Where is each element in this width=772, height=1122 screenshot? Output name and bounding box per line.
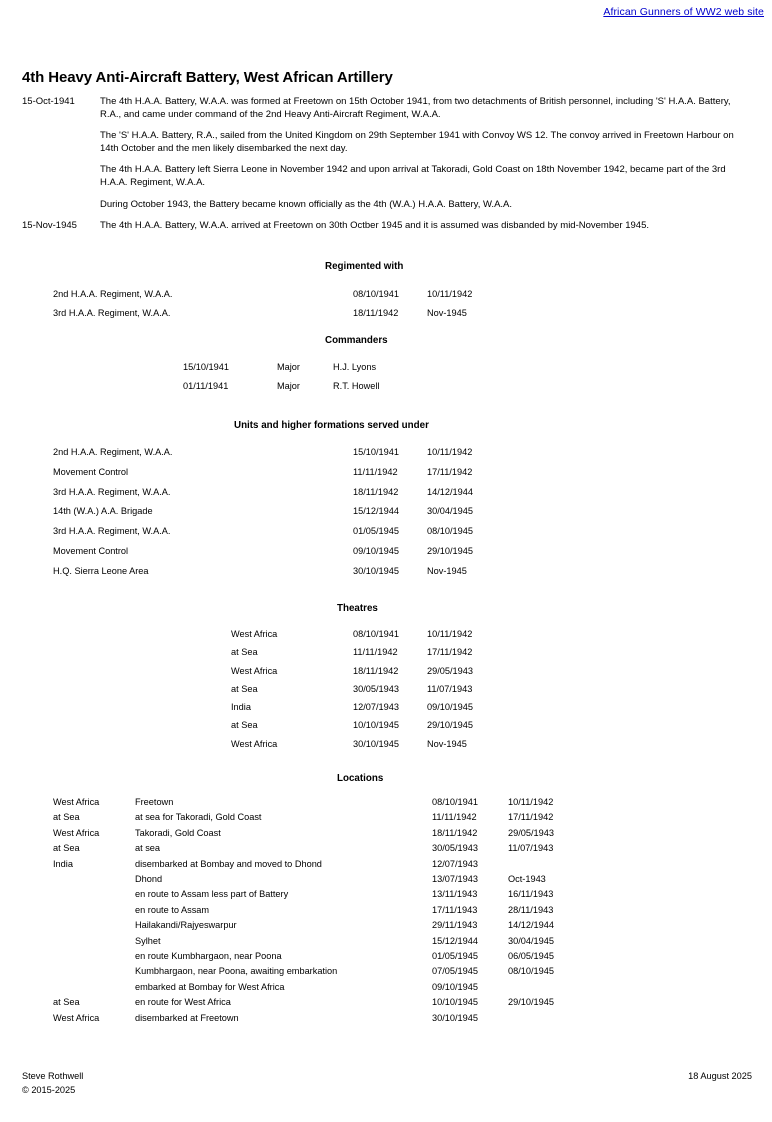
location-theatre: West Africa	[53, 797, 100, 807]
location-theatre	[53, 918, 135, 933]
section-heading-regimented: Regimented with	[325, 261, 404, 272]
commander-name: R.T. Howell	[333, 380, 380, 391]
date-to: 29/10/1945	[508, 997, 554, 1008]
date-to: Nov-1945	[427, 565, 467, 576]
location-place: en route Kumbhargaon, near Poona	[135, 951, 282, 962]
history-entry-date: 15-Oct-1941	[22, 96, 75, 107]
date-from: 18/11/1942	[353, 307, 399, 318]
unit-name: 3rd H.A.A. Regiment, W.A.A.	[53, 526, 171, 537]
date-from: 08/10/1941	[432, 797, 478, 807]
footer-left	[22, 1070, 83, 1097]
table-row	[53, 1011, 554, 1026]
date-to: 17/11/1942	[508, 812, 554, 823]
unit-name: Movement Control	[53, 545, 129, 556]
footer-copyright: © 2015-2025	[22, 1084, 76, 1095]
table-row	[231, 698, 473, 716]
date-to: 10/11/1942	[427, 629, 473, 639]
theatre-name: West Africa	[231, 665, 278, 676]
date-from: 30/05/1943	[353, 683, 399, 694]
date-from: 11/11/1942	[353, 647, 398, 658]
units-served-under-table	[53, 443, 473, 582]
date-from: 30/10/1945	[432, 1012, 478, 1023]
date-from: 13/07/1943	[432, 874, 478, 885]
date-from: 18/11/1942	[353, 486, 399, 497]
date-to: 10/11/1942	[427, 289, 473, 299]
table-row	[53, 903, 554, 918]
location-place: en route for West Africa	[135, 997, 231, 1008]
unit-name: H.Q. Sierra Leone Area	[53, 565, 149, 576]
date-from: 15/12/1944	[432, 935, 478, 946]
table-row	[53, 841, 554, 856]
date-to	[508, 1011, 554, 1026]
history-block	[22, 96, 752, 233]
date-from: 12/07/1943	[432, 858, 478, 869]
theatre-name: at Sea	[231, 720, 258, 731]
location-place: Freetown	[135, 797, 174, 807]
date-from: 08/10/1941	[353, 629, 399, 639]
date-from: 12/07/1943	[353, 702, 399, 713]
section-heading-commanders: Commanders	[325, 335, 388, 346]
commander-name: H.J. Lyons	[333, 362, 377, 372]
table-row	[53, 463, 473, 483]
date-from: 11/11/1942	[432, 812, 477, 823]
date-from: 18/11/1942	[353, 665, 399, 676]
table-row	[231, 680, 473, 698]
date-to: 10/11/1942	[508, 797, 554, 807]
history-entry	[22, 96, 752, 211]
location-place: at sea for Takoradi, Gold Coast	[135, 812, 262, 823]
date-to: 14/12/1944	[508, 920, 554, 931]
commander-rank: Major	[277, 362, 300, 372]
date-from: 15/10/1941	[353, 447, 399, 457]
date-to: 29/05/1943	[508, 827, 554, 838]
date-to: 28/11/1943	[508, 904, 554, 915]
location-theatre	[53, 949, 135, 964]
date-from: 10/10/1945	[353, 720, 399, 731]
date-to: 29/05/1943	[427, 665, 473, 676]
history-entry-body	[100, 220, 752, 233]
regiment-name: 2nd H.A.A. Regiment, W.A.A.	[53, 289, 173, 299]
date-to: 11/07/1943	[427, 683, 473, 694]
location-place: Hailakandi/Rajyeswarpur	[135, 920, 237, 931]
location-place: embarked at Bombay for West Africa	[135, 981, 285, 992]
date-to: Nov-1945	[427, 307, 467, 318]
footer-date: 18 August 2025	[688, 1071, 752, 1081]
table-row	[53, 872, 554, 887]
theatre-name: West Africa	[231, 738, 278, 749]
table-row	[53, 542, 473, 562]
location-place: en route to Assam less part of Battery	[135, 889, 289, 900]
table-row	[53, 285, 472, 304]
location-theatre: at Sea	[53, 997, 80, 1008]
date-to: 16/11/1943	[508, 889, 554, 900]
location-theatre	[53, 964, 135, 979]
location-place: disembarked at Bombay and moved to Dhond	[135, 858, 322, 869]
date-from: 08/10/1941	[353, 289, 399, 299]
footer-author: Steve Rothwell	[22, 1071, 84, 1081]
date-from: 29/11/1943	[432, 920, 478, 931]
date-from: 09/10/1945	[353, 545, 399, 556]
table-row	[231, 662, 473, 680]
african-gunners-web-site-link[interactable]: African Gunners of WW2 web site	[603, 6, 764, 18]
table-row	[183, 377, 379, 396]
unit-name: 14th (W.A.) A.A. Brigade	[53, 506, 153, 517]
history-paragraph: The 4th H.A.A. Battery, W.A.A. arrived at Freetown on 30th Octber 1945 and it is assumed was disbanded by mid-November 1945.	[100, 220, 649, 232]
table-row	[53, 980, 554, 995]
date-to: 11/07/1943	[508, 843, 554, 854]
location-place: disembarked at Freetown	[135, 1012, 239, 1023]
date-to: 29/10/1945	[427, 545, 473, 556]
locations-table	[53, 795, 554, 1026]
date-to	[508, 980, 554, 995]
date-to: 09/10/1945	[427, 702, 473, 713]
date-to: 30/04/1945	[508, 935, 554, 946]
history-paragraph: The 'S' H.A.A. Battery, R.A., sailed from the United Kingdom on 29th September 1941 with Convoy WS 12. The convoy arrived in Freetown Harbour on 14th October and the men likely disembarked the next day.	[100, 130, 734, 154]
section-heading-theatres: Theatres	[337, 603, 378, 614]
date-to	[508, 857, 554, 872]
table-row	[231, 735, 473, 753]
date-from: 07/05/1945	[432, 966, 478, 977]
location-theatre: West Africa	[53, 1012, 100, 1023]
table-row	[53, 934, 554, 949]
table-row	[53, 443, 473, 463]
location-place: Sylhet	[135, 935, 161, 946]
table-row	[231, 643, 473, 661]
table-row	[53, 502, 473, 522]
history-paragraph: The 4th H.A.A. Battery, W.A.A. was formed at Freetown on 15th October 1941, from two detachments of British personnel, including 'S' H.A.A. Battery, R.A., and came under command of the 2nd Heavy Anti-Aircraft Regiment, W.A.A.	[100, 96, 731, 120]
table-row	[53, 857, 554, 872]
date-from: 11/11/1942	[353, 466, 398, 477]
unit-name: 3rd H.A.A. Regiment, W.A.A.	[53, 486, 171, 497]
location-theatre: at Sea	[53, 843, 80, 854]
table-row	[53, 795, 554, 810]
date-from: 01/05/1945	[432, 951, 478, 962]
table-row	[53, 304, 472, 323]
table-row	[231, 625, 473, 643]
theatre-name: at Sea	[231, 647, 258, 658]
theatre-name: at Sea	[231, 683, 258, 694]
location-place: Kumbhargaon, near Poona, awaiting embarkation	[135, 966, 338, 977]
date-to: 17/11/1942	[427, 466, 473, 477]
date-from: 17/11/1943	[432, 904, 478, 915]
location-theatre	[53, 903, 135, 918]
history-paragraph: During October 1943, the Battery became known officially as the 4th (W.A.) H.A.A. Battery, W.A.A.	[100, 198, 513, 210]
section-heading-units: Units and higher formations served under	[234, 420, 429, 431]
location-theatre: at Sea	[53, 812, 80, 823]
date-from: 30/10/1945	[353, 565, 399, 576]
date-to: Oct-1943	[508, 874, 546, 885]
footer-right	[688, 1070, 752, 1084]
date-to: 08/10/1945	[427, 526, 473, 537]
table-row	[53, 826, 554, 841]
regimented-with-table	[53, 285, 472, 322]
unit-name: Movement Control	[53, 466, 129, 477]
theatre-name: India	[231, 702, 251, 713]
date-from: 18/11/1942	[432, 827, 478, 838]
date-from: 13/11/1943	[432, 889, 478, 900]
location-place: Takoradi, Gold Coast	[135, 827, 221, 838]
theatres-table	[231, 625, 473, 753]
commander-date: 01/11/1941	[183, 380, 229, 391]
section-heading-locations: Locations	[337, 773, 384, 784]
history-spacer	[22, 211, 752, 220]
commander-date: 15/10/1941	[183, 362, 229, 372]
location-theatre: West Africa	[53, 827, 100, 838]
history-entry-date: 15-Nov-1945	[22, 220, 77, 232]
table-row	[53, 887, 554, 902]
table-row	[183, 358, 379, 377]
date-to: 08/10/1945	[508, 966, 554, 977]
table-row	[53, 562, 473, 582]
regiment-name: 3rd H.A.A. Regiment, W.A.A.	[53, 307, 171, 318]
location-theatre	[53, 980, 135, 995]
table-row	[231, 716, 473, 734]
date-to: 10/11/1942	[427, 447, 473, 457]
table-row	[53, 995, 554, 1010]
table-row	[53, 949, 554, 964]
commander-rank: Major	[277, 380, 300, 391]
location-theatre: India	[53, 858, 73, 869]
table-row	[53, 483, 473, 503]
top-link-bar	[603, 2, 764, 20]
location-place: Dhond	[135, 874, 163, 885]
theatre-name: West Africa	[231, 629, 278, 639]
table-row	[53, 810, 554, 825]
date-to: 14/12/1944	[427, 486, 473, 497]
table-row	[53, 964, 554, 979]
date-from: 01/05/1945	[353, 526, 399, 537]
date-from: 09/10/1945	[432, 981, 478, 992]
table-row	[53, 522, 473, 542]
location-place: en route to Assam	[135, 904, 210, 915]
history-entry-body	[100, 96, 752, 211]
date-to: Nov-1945	[427, 738, 467, 749]
history-entry	[22, 220, 752, 233]
table-row	[53, 918, 554, 933]
date-to: 29/10/1945	[427, 720, 473, 731]
location-theatre	[53, 887, 135, 902]
date-to: 06/05/1945	[508, 951, 554, 962]
date-from: 15/12/1944	[353, 506, 399, 517]
date-to: 30/04/1945	[427, 506, 473, 517]
location-place: at sea	[135, 843, 161, 854]
date-from: 10/10/1945	[432, 997, 478, 1008]
date-from: 30/10/1945	[353, 738, 399, 749]
history-paragraph: The 4th H.A.A. Battery left Sierra Leone in November 1942 and upon arrival at Takoradi, Gold Coast on 18th November 1942, became part of the 3rd H.A.A. Regiment, W.A.A.	[100, 164, 726, 188]
date-to: 17/11/1942	[427, 647, 473, 658]
page-title: 4th Heavy Anti-Aircraft Battery, West African Artillery	[22, 69, 393, 87]
location-theatre	[53, 934, 135, 949]
location-theatre	[53, 872, 135, 887]
commanders-table	[183, 358, 379, 395]
date-from: 30/05/1943	[432, 843, 478, 854]
unit-name: 2nd H.A.A. Regiment, W.A.A.	[53, 447, 173, 457]
